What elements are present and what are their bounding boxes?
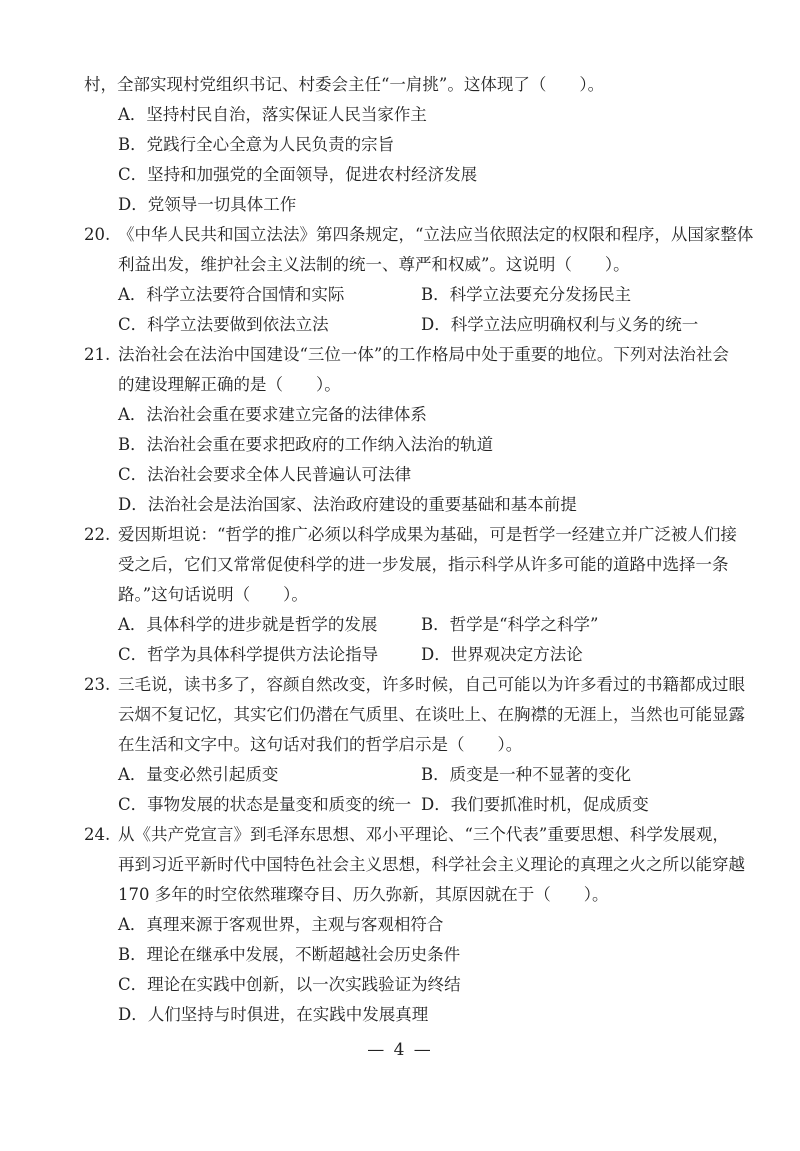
question-stem-line: 再到习近平新时代中国特色社会主义思想，科学社会主义理论的真理之火之所以能穿越 xyxy=(118,855,745,874)
option-c: C．事物发展的状态是量变和质变的统一 xyxy=(118,795,412,814)
question-stem-line xyxy=(84,820,729,850)
option-d: D．我们要抓准时机，促成质变 xyxy=(421,795,649,814)
question-22 xyxy=(84,520,737,670)
question-stem-line xyxy=(84,670,745,700)
exam-page xyxy=(84,70,754,1030)
option-b: B．理论在继承中发展，不断超越社会历史条件 xyxy=(118,945,461,964)
option-a: A．具体科学的进步就是哲学的发展 xyxy=(118,615,378,634)
page-number: — 4 — xyxy=(367,1040,433,1060)
option-a: A．坚持村民自治，落实保证人民当家作主 xyxy=(118,105,427,124)
question-number: 20. xyxy=(84,225,111,244)
question-stem-line: 在生活和文字中。这句话对我们的哲学启示是（ ）。 xyxy=(118,735,523,754)
question-19-continued xyxy=(84,70,724,220)
option-row xyxy=(84,790,724,820)
question-23 xyxy=(84,670,745,820)
option-row xyxy=(84,640,724,670)
question-number: 23. xyxy=(84,675,111,694)
option-c: C．科学立法要做到依法立法 xyxy=(118,315,329,334)
question-20 xyxy=(84,220,754,340)
question-stem-line: 云烟不复记忆，其实它们仍潜在气质里、在谈吐上、在胸襟的无涯上，当然也可能显露 xyxy=(118,705,745,724)
question-stem-line: 170 多年的时空依然璀璨夺目、历久弥新，其原因就在于（ ）。 xyxy=(118,885,609,904)
question-number: 21. xyxy=(84,345,111,364)
question-stem-line: 利益出发，维护社会主义法制的统一、尊严和权威”。这说明（ ）。 xyxy=(118,255,630,274)
option-d: D．党领导一切具体工作 xyxy=(118,195,297,214)
option-a: A．科学立法要符合国情和实际 xyxy=(118,285,345,304)
question-stem-line: 路。”这句话说明（ ）。 xyxy=(118,585,308,604)
question-stem-text: 《中华人民共和国立法法》第四条规定，“立法应当依照法定的权限和程序，从国家整体 xyxy=(118,225,754,244)
option-b: B．科学立法要充分发扬民主 xyxy=(421,285,632,304)
question-stem-text: 三毛说，读书多了，容颜自然改变，许多时候，自己可能以为许多看过的书籍都成过眼 xyxy=(118,675,745,694)
question-stem-line: 村，全部实现村党组织书记、村委会主任“一肩挑”。这体现了（ ）。 xyxy=(84,75,605,94)
option-c: C．法治社会要求全体人民普遍认可法律 xyxy=(118,465,412,484)
option-a: A．量变必然引起质变 xyxy=(118,765,279,784)
option-row xyxy=(84,280,724,310)
option-b: B．党践行全心全意为人民负责的宗旨 xyxy=(118,135,395,154)
option-a: A．真理来源于客观世界，主观与客观相符合 xyxy=(118,915,444,934)
option-b: B．哲学是“科学之科学” xyxy=(421,615,599,634)
option-b: B．法治社会重在要求把政府的工作纳入法治的轨道 xyxy=(118,435,494,454)
option-c: C．坚持和加强党的全面领导，促进农村经济发展 xyxy=(118,165,478,184)
option-d: D．法治社会是法治国家、法治政府建设的重要基础和基本前提 xyxy=(118,495,577,514)
question-stem-line xyxy=(84,220,754,250)
option-c: C．哲学为具体科学提供方法论指导 xyxy=(118,645,379,664)
option-d: D．科学立法应明确权利与义务的统一 xyxy=(421,315,699,334)
question-24 xyxy=(84,820,745,1030)
question-stem-line xyxy=(84,520,737,550)
option-d: D．世界观决定方法论 xyxy=(421,645,583,664)
option-row xyxy=(84,760,724,790)
question-stem-line: 受之后，它们又常常促使科学的进一步发展，指示科学从许多可能的道路中选择一条 xyxy=(118,555,729,574)
question-number: 22. xyxy=(84,525,111,544)
option-c: C．理论在实践中创新，以一次实践验证为终结 xyxy=(118,975,461,994)
question-21 xyxy=(84,340,729,520)
option-row xyxy=(84,610,724,640)
question-stem-line: 的建设理解正确的是（ ）。 xyxy=(118,375,341,394)
question-stem-text: 从《共产党宣言》到毛泽东思想、邓小平理论、“三个代表”重要思想、科学发展观， xyxy=(118,825,729,844)
question-stem-line xyxy=(84,340,729,370)
option-row xyxy=(84,310,724,340)
question-stem-text: 爱因斯坦说：“哲学的推广必须以科学成果为基础，可是哲学一经建立并广泛被人们接 xyxy=(118,525,737,544)
option-d: D．人们坚持与时俱进，在实践中发展真理 xyxy=(118,1005,429,1024)
question-number: 24. xyxy=(84,825,111,844)
option-b: B．质变是一种不显著的变化 xyxy=(421,765,632,784)
question-stem-text: 法治社会在法治中国建设“三位一体”的工作格局中处于重要的地位。下列对法治社会 xyxy=(118,345,729,364)
option-a: A．法治社会重在要求建立完备的法律体系 xyxy=(118,405,427,424)
